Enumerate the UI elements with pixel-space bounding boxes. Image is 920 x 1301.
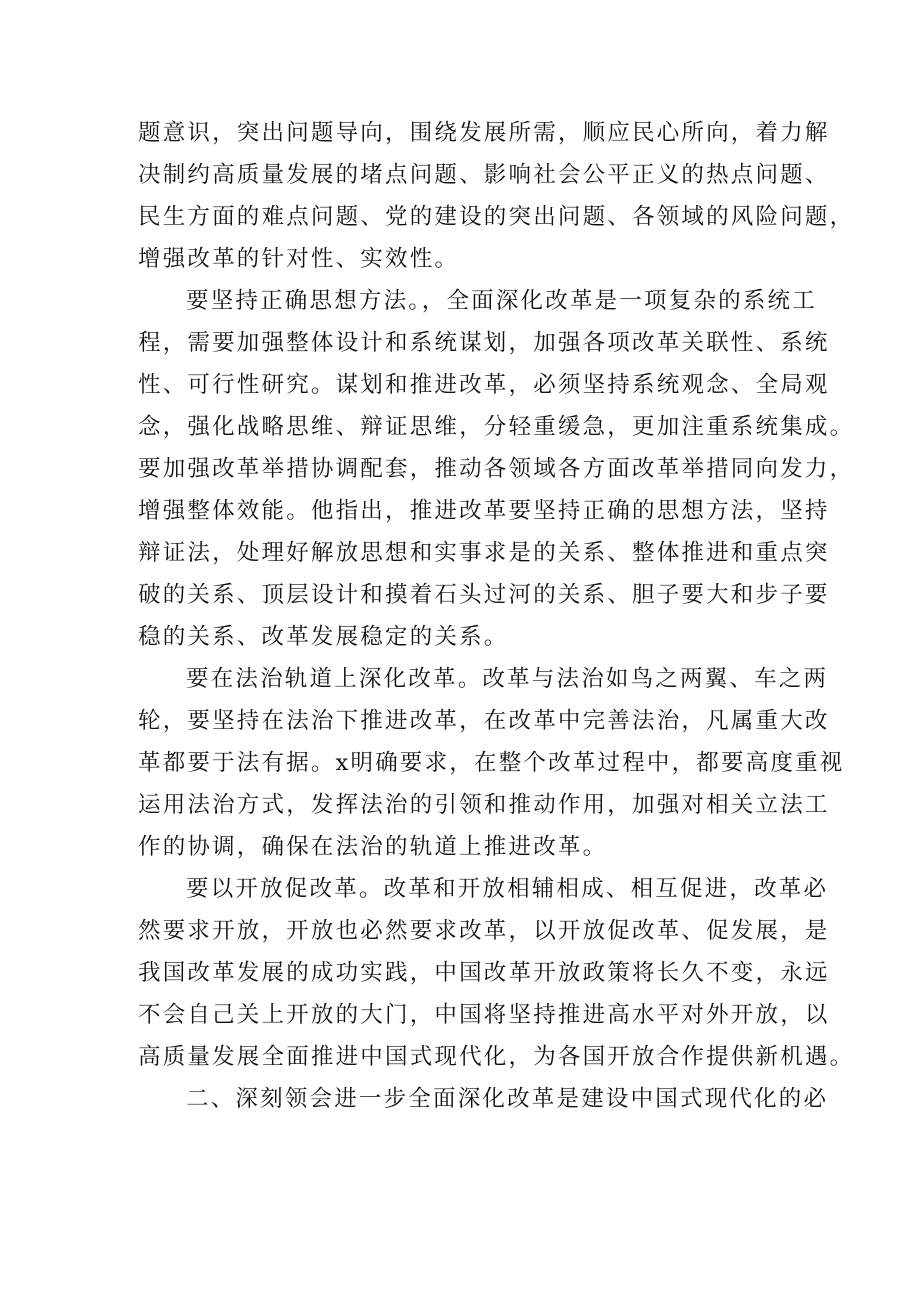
text-line: 然要求开放，开放也必然要求改革，以开放促改革、促发展，是 (138, 918, 830, 944)
text-line: 要加强改革举措协调配套，推动各领域各方面改革举措同向发力， (138, 456, 855, 482)
text-line: 运用法治方式，发挥法治的引领和推动作用，加强对相关立法工 (138, 792, 830, 818)
text-line: 决制约高质量发展的堵点问题、影响社会公平正义的热点问题、 (138, 162, 830, 188)
text-line: 民生方面的难点问题、党的建设的突出问题、各领域的风险问题， (138, 204, 855, 230)
text-line: 高质量发展全面推进中国式现代化，为各国开放合作提供新机遇。 (138, 1044, 855, 1070)
text-line: 念，强化战略思维、辩证思维，分轻重缓急，更加注重系统集成。 (138, 414, 855, 440)
text-line: 作的协调，确保在法治的轨道上推进改革。 (138, 834, 608, 860)
text-line: 我国改革发展的成功实践，中国改革开放政策将长久不变，永远 (138, 960, 830, 986)
text-line: 增强整体效能。他指出，推进改革要坚持正确的思想方法，坚持 (138, 498, 830, 524)
text-line: 题意识，突出问题导向，围绕发展所需，顺应民心所向，着力解 (138, 120, 830, 146)
text-line: 性、可行性研究。谋划和推进改革，必须坚持系统观念、全局观 (138, 372, 830, 398)
text-line: 革都要于法有据。x明确要求，在整个改革过程中，都要高度重视 (138, 750, 845, 776)
body-text (138, 112, 855, 1120)
text-line: 要坚持正确思想方法。，全面深化改革是一项复杂的系统工 (186, 288, 817, 314)
text-line: 要在法治轨道上深化改革。改革与法治如鸟之两翼、车之两 (186, 666, 829, 692)
text-line: 破的关系、顶层设计和摸着石头过河的关系、胆子要大和步子要 (138, 582, 830, 608)
section-heading-line: 二、深刻领会进一步全面深化改革是建设中国式现代化的必 (186, 1086, 829, 1112)
text-line: 程，需要加强整体设计和系统谋划，加强各项改革关联性、系统 (138, 330, 830, 356)
text-line: 轮，要坚持在法治下推进改革，在改革中完善法治，凡属重大改 (138, 708, 830, 734)
text-line: 要以开放促改革。改革和开放相辅相成、相互促进，改革必 (186, 876, 829, 902)
text-line: 增强改革的针对性、实效性。 (138, 246, 460, 272)
text-line: 不会自己关上开放的大门，中国将坚持推进高水平对外开放，以 (138, 1002, 830, 1028)
text-line: 稳的关系、改革发展稳定的关系。 (138, 624, 509, 650)
text-line: 辩证法，处理好解放思想和实事求是的关系、整体推进和重点突 (138, 540, 830, 566)
